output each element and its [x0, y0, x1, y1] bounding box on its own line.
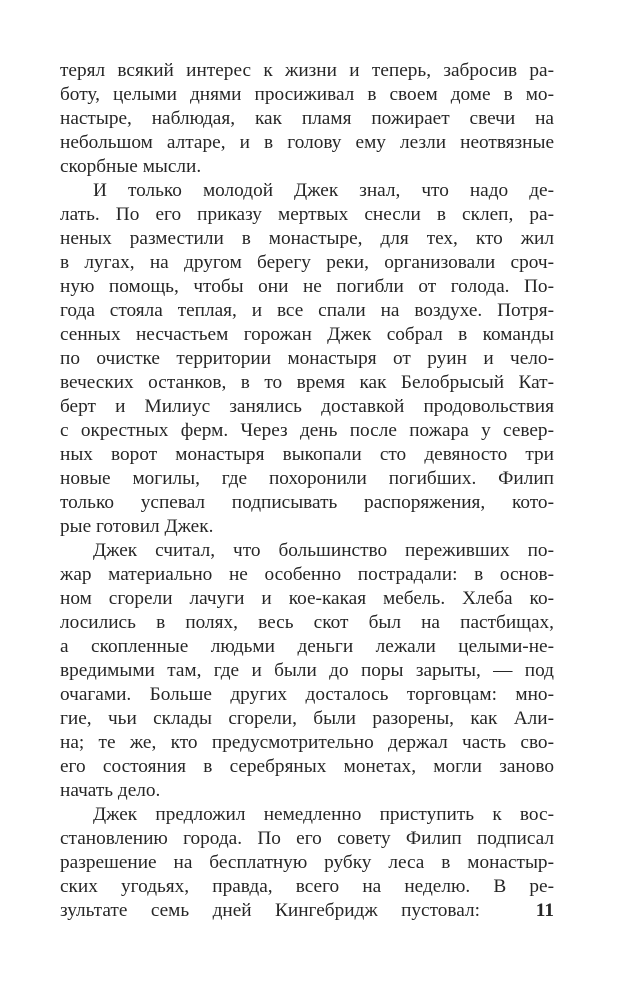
- text-line: боту, целыми днями просиживал в своем доме в мо-: [60, 84, 554, 105]
- text-line: зультате семь дней Кингебридж пустовал:: [60, 900, 480, 921]
- text-line: становлению города. По его совету Филип подписал: [60, 828, 554, 849]
- text-line: неных разместили в монастыре, для тех, кто жил: [60, 228, 554, 249]
- text-line: Джек считал, что большинство переживших по-: [93, 540, 554, 561]
- text-line: его состояния в серебряных монетах, могли заново: [60, 756, 554, 777]
- text-line: лосились в полях, весь скот был на пастбищах,: [60, 612, 554, 633]
- text-line: настыре, наблюдая, как пламя пожирает свечи на: [60, 108, 554, 129]
- book-page: [60, 59, 554, 923]
- text-line: ских угодьях, правда, всего на неделю. В ре-: [60, 876, 554, 897]
- text-line: И только молодой Джек знал, что надо де-: [93, 180, 554, 201]
- text-line: сенных несчастьем горожан Джек собрал в команды: [60, 324, 554, 345]
- text-line: очагами. Больше других досталось торговцам: мно-: [60, 684, 554, 705]
- text-line: по очистке территории монастыря от руин и чело-: [60, 348, 554, 369]
- text-line: на; те же, кто предусмотрительно держал часть сво-: [60, 732, 554, 753]
- text-line: года стояла теплая, и все спали на воздухе. Потря-: [60, 300, 554, 321]
- text-line: небольшом алтаре, и в голову ему лезли неотвязные: [60, 132, 554, 153]
- text-line: жар материально не особенно пострадали: в основ-: [60, 564, 554, 585]
- text-line: терял всякий интерес к жизни и теперь, забросив ра-: [60, 60, 554, 81]
- text-line: разрешение на бесплатную рубку леса в монастыр-: [60, 852, 554, 873]
- text-line: только успевал подписывать распоряжения, кото-: [60, 492, 554, 513]
- text-line: новые могилы, где похоронили погибших. Филип: [60, 468, 554, 489]
- text-line: а скопленные людьми деньги лежали целыми-не-: [60, 636, 554, 657]
- text-line: ном сгорели лачуги и кое-какая мебель. Хлеба ко-: [60, 588, 554, 609]
- text-line: с окрестных ферм. Через день после пожара у север-: [60, 420, 554, 441]
- paragraph: [60, 803, 554, 899]
- text-line: гие, чьи склады сгорели, были разорены, как Али-: [60, 708, 554, 729]
- text-line: Джек предложил немедленно приступить к вос-: [93, 804, 554, 825]
- text-line: рые готовил Джек.: [60, 516, 214, 537]
- text-line: лать. По его приказу мертвых снесли в склеп, ра-: [60, 204, 554, 225]
- page-number: 11: [535, 900, 554, 921]
- text-line: ную помощь, чтобы они не погибли от голода. По-: [60, 276, 554, 297]
- text-line: скорбные мысли.: [60, 156, 202, 177]
- text-line: берт и Милиус занялись доставкой продовольствия: [60, 396, 554, 417]
- text-line: в лугах, на другом берегу реки, организовали сроч-: [60, 252, 554, 273]
- text-line: ных ворот монастыря выкопали сто девяносто три: [60, 444, 554, 465]
- paragraph: [60, 179, 554, 539]
- final-line-row: [60, 899, 554, 923]
- text-line: вредимыми там, где и были до поры зарыты, — под: [60, 660, 554, 681]
- text-line: начать дело.: [60, 780, 161, 801]
- paragraph: [60, 59, 554, 179]
- paragraph: [60, 539, 554, 803]
- text-line: веческих останков, в то время как Белобрысый Кат-: [60, 372, 554, 393]
